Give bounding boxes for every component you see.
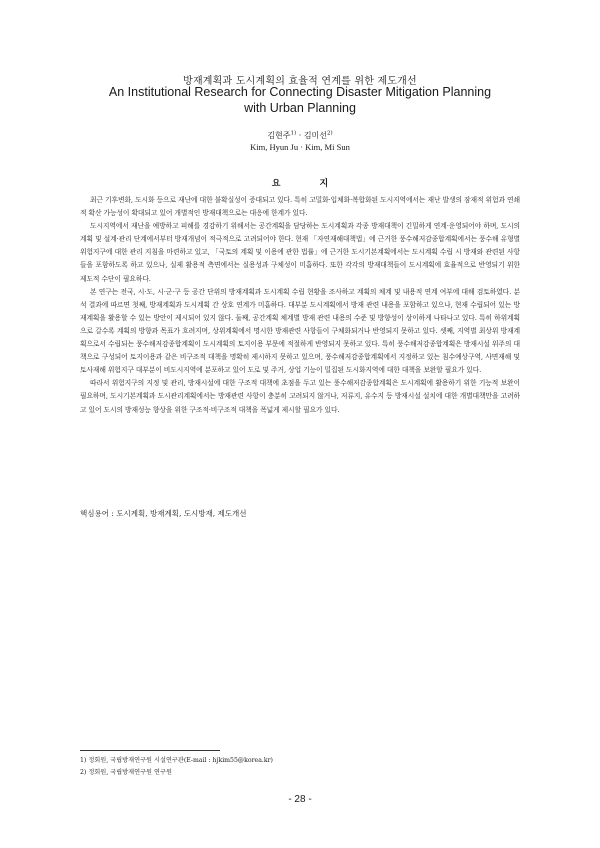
abstract-paragraph-3: 본 연구는 전국, 시·도, 시·군·구 등 공간 단위의 방재계획과 도시계획 수립 현황을 조사하고 계획의 체계 및 내용적 연계 여부에 대해 검토하였다. 분석 결과에 따르면 첫째, 방재계획과 도시계획 간 상호 연계가 미흡하다. 대부분 도시계획에서 방재 관련 내용을 포함하고 있으나, 현재 수립되어 있는 방재계획을 활용할 수 있는 방안이 제시되어 있지 않다. 둘째, 공간계획 체계별 방재 관련 내용의 수준 및 방향성이 상이하게 나타나고 있다. 특히 하위계획으로 갈수록 계획의 방향과 목표가 흐려지며, 상위계획에서 명시한 방재관련 사항들이 구체화되거나 반영되지 못하고 있다. 셋째, 지역별 최상위 방재계획으로서 수립되는 풍수해저감종합계획이 도시계획의 토지이용 부문에 적절하게 반영되지 못하고 있다. 특히 풍수해저감종합계획은 방재시설 위주의 대책으로 구성되어 토지이용과 같은 비구조적 대책을 명확히 제시하지 못하고 있으며, 풍수해저감종합계획에서 지정하고 있는 침수예상구역, 사면재해 및 토사재해 위험지구 대부분이 비도시지역에 분포하고 있어 도로 및 주거, 상업 기능이 밀집된 도시화지역에 대한 대책을 보완할 필요가 있다. [80, 287, 520, 375]
author-1-footnote-mark: 1) [290, 130, 297, 137]
author-2-name: 김미선 [303, 131, 327, 140]
abstract-paragraph-2: 도시지역에서 재난을 예방하고 피해를 경감하기 위해서는 공간계획을 담당하는 도시계획과 각종 방재대책이 긴밀하게 연계·운영되어야 하며, 도시의 계획 및 설계·관리 단계에서부터 방재개념이 적극적으로 고려되어야 한다. 현재 「자연재해대책법」에 근거한 풍수해저감종합계획에서는 풍수해 유형별 위험지구에 대한 관리 지침을 마련하고 있고, 「국토의 계획 및 이용에 관한 법률」에 근거한 도시기본계획에서는 도시계획 수립 시 방재와 관련된 사항들을 포함하도록 하고 있으나, 실제 활용적 측면에서는 실용성과 구체성이 미흡하다. 또한 각각의 방재대책들이 도시계획에 효율적으로 반영되기 위한 제도적 수단이 필요하다. [80, 222, 520, 283]
abstract-paragraph-1: 최근 기후변화, 도시화 등으로 재난에 대한 불확실성이 증대되고 있다. 특히 고밀화·입체화·복합화된 도시지역에서는 재난 발생의 잠재적 위험과 연쇄적 확산 가능성이 확대되고 있어 개별적인 방재대책으로는 대응에 한계가 있다. [80, 196, 520, 218]
footnote-divider [80, 750, 220, 751]
title-english-line-2: with Urban Planning [244, 101, 356, 115]
footnote-2: 2) 정회원, 국립방재연구원 연구원 [80, 769, 172, 776]
authors-english: Kim, Hyun Ju · Kim, Mi Sun [250, 142, 350, 152]
title-korean: 방재계획과 도시계획의 효율적 연계를 위한 제도개선 [183, 76, 417, 87]
authors-korean [0, 130, 600, 141]
author-separator: · [296, 131, 304, 140]
author-2-footnote-mark: 2) [327, 130, 333, 137]
author-1-name: 김현주 [267, 131, 291, 140]
title-english [0, 84, 600, 116]
footnote-1: 1) 정회원, 국립방재연구원 시설연구관(E-mail : hjkim55@korea.kr) [80, 757, 273, 764]
abstract-body [80, 194, 520, 417]
abstract-paragraph-4: 따라서 위험지구의 지정 및 관리, 방재시설에 대한 구조적 대책에 초점을 두고 있는 풍수해저감종합계획은 도시계획에 활용하기 위한 기능적 보완이 필요하며, 도시기본계획과 도시관리계획에서는 방재관련 사항이 충분히 고려되지 않거나, 저류지, 유수지 등 방재시설 설치에 대한 개별대책만을 고려하고 있어 도시의 방재성능 향상을 위한 구조적·비구조적 대책을 폭넓게 제시할 필요가 있다. [80, 379, 520, 414]
abstract-heading: 요 지 [271, 179, 347, 189]
footnotes [80, 755, 520, 779]
page-number: - 28 - [288, 794, 312, 805]
title-english-line-1: An Institutional Research for Connecting Disaster Mitigation Planning [108, 85, 492, 99]
keywords: 핵심용어 : 도시계획, 방재계획, 도시방재, 제도개선 [80, 509, 247, 518]
